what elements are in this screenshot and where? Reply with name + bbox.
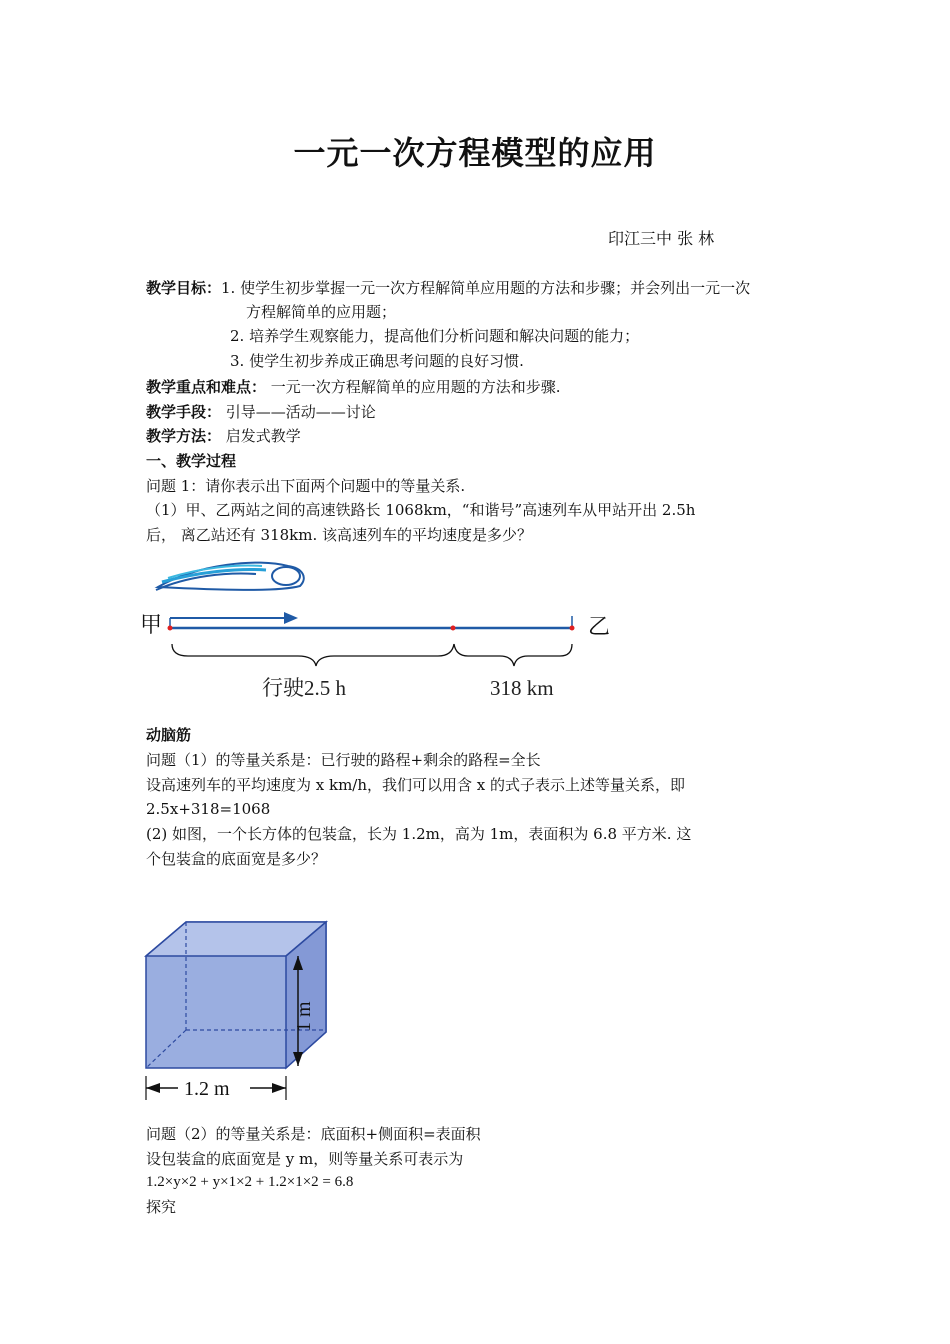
explore-heading: 探究 (146, 1198, 177, 1216)
think-line1: 问题（1）的等量关系是：已行驶的路程+剩余的路程=全长 (146, 751, 541, 769)
point-end (570, 626, 575, 631)
segment-1-label: 行驶2.5 h (262, 676, 346, 700)
objective-3: 3. 使学生初步养成正确思考问题的良好习惯. (230, 352, 524, 370)
answer2-line1: 问题（2）的等量关系是：底面积+侧面积=表面积 (146, 1125, 481, 1143)
means-line (146, 402, 376, 422)
think-heading: 动脑筋 (146, 726, 192, 744)
length-label: 1.2 m (184, 1078, 230, 1100)
problem1-intro: 问题 1：请你表示出下面两个问题中的等量关系. (146, 477, 466, 495)
think-line3: 2.5x+318=1068 (146, 800, 271, 818)
problem1-line1: （1）甲、乙两站之间的高速铁路长 1068km，“和谐号”高速列车从甲站开出 2.5h (146, 501, 696, 519)
brace-segment-1 (172, 644, 454, 666)
length-arrow-right (272, 1083, 286, 1093)
means-text: 引导——活动——讨论 (225, 403, 376, 421)
station-end-label: 乙 (588, 614, 611, 639)
objective-1a: 1. 使学生初步掌握一元一次方程解简单应用题的方法和步骤；并会列出一元一次 (221, 279, 751, 297)
length-arrow-left (146, 1083, 160, 1093)
method-label: 教学方法： (146, 427, 222, 445)
page-title: 一元一次方程模型的应用 (293, 134, 657, 172)
problem2-line2: 个包装盒的底面宽是多少？ (146, 850, 327, 868)
key-points-label: 教学重点和难点： (146, 378, 267, 396)
station-start-label: 甲 (140, 612, 163, 637)
brace-segment-2 (454, 644, 572, 666)
answer2-line2: 设包装盒的底面宽是 y m，则等量关系可表示为 (146, 1150, 464, 1168)
segment-2-label: 318 km (490, 676, 554, 700)
problem2-line1: (2) 如图，一个长方体的包装盒，长为 1.2m，高为 1m，表面积为 6.8 平方米. 这 (146, 825, 692, 843)
key-points-text: 一元一次方程解简单的应用题的方法和步骤. (270, 378, 561, 396)
point-middle (451, 626, 456, 631)
process-heading: 一、教学过程 (146, 452, 237, 470)
train-diagram (138, 552, 618, 712)
means-label: 教学手段： (146, 403, 222, 421)
think-line2: 设高速列车的平均速度为 x km/h，我们可以用含 x 的式子表示上述等量关系，即 (146, 776, 686, 794)
author-line: 印江三中 张 林 (608, 229, 715, 248)
objective-2: 2. 培养学生观察能力，提高他们分析问题和解决问题的能力； (230, 327, 640, 345)
objective-1b: 方程解简单的应用题； (246, 303, 397, 321)
train-icon (156, 563, 304, 590)
answer2-equation: 1.2×y×2 + y×1×2 + 1.2×1×2 = 6.8 (146, 1174, 354, 1190)
method-line (146, 426, 301, 446)
height-label: 1 m (293, 1001, 315, 1032)
objectives-line-1 (146, 278, 750, 298)
arrow-head (284, 612, 298, 624)
problem1-line2: 后， 离乙站还有 318km. 该高速列车的平均速度是多少？ (146, 526, 533, 544)
box-diagram (138, 910, 338, 1110)
point-start (168, 626, 173, 631)
objectives-label: 教学目标： (146, 279, 222, 297)
key-points-line (146, 377, 561, 397)
method-text: 启发式教学 (225, 427, 301, 445)
